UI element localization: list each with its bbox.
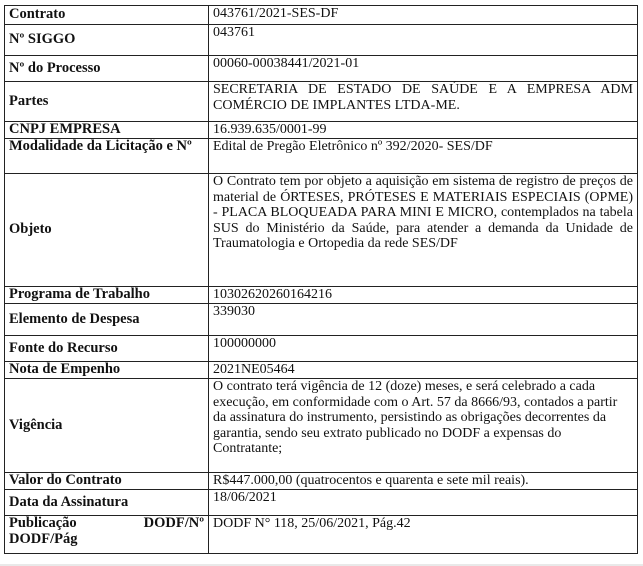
table-row <box>5 56 638 82</box>
label-cnpj: CNPJ EMPRESA <box>5 122 209 139</box>
value-elemento: 339030 <box>209 304 638 336</box>
table-row <box>5 139 638 174</box>
table-row <box>5 304 638 336</box>
label-elemento: Elemento de Despesa <box>5 304 209 336</box>
label-fonte: Fonte do Recurso <box>5 336 209 362</box>
value-fonte: 100000000 <box>209 336 638 362</box>
value-processo: 00060-00038441/2021-01 <box>209 56 638 82</box>
value-empenho: 2021NE05464 <box>209 362 638 379</box>
table-row <box>5 473 638 490</box>
value-vigencia: O contrato terá vigência de 12 (doze) meses, e será celebrado a cada execução, em conformidade com o Art. 57 da 8666/93, contados a partir da assinatura do instrumento, persistindo as obrigações decorrentes da garantia, sendo seu extrato publicado no DODF a expensas do Contratante; <box>209 379 638 473</box>
value-cnpj: 16.939.635/0001-99 <box>209 122 638 139</box>
label-siggo: Nº SIGGO <box>5 25 209 56</box>
label-programa: Programa de Trabalho <box>5 287 209 304</box>
value-modalidade: Edital de Pregão Eletrônico nº 392/2020- SES/DF <box>209 139 638 174</box>
label-partes: Partes <box>5 82 209 122</box>
label-empenho: Nota de Empenho <box>5 362 209 379</box>
label-dodf-pagina: DODF/Pág <box>9 530 78 547</box>
table-row <box>5 516 638 554</box>
contract-extract-document <box>4 5 638 554</box>
table-row <box>5 174 638 287</box>
label-data-assinatura: Data da Assinatura <box>5 490 209 516</box>
value-programa: 10302620260164216 <box>209 287 638 304</box>
label-vigencia: Vigência <box>5 379 209 473</box>
table-row <box>5 287 638 304</box>
label-publicacao-word: Publicação <box>9 515 77 531</box>
label-publicacao-line1 <box>9 516 204 532</box>
label-contrato: Contrato <box>5 6 209 25</box>
label-publicacao <box>5 516 209 554</box>
table-row <box>5 379 638 473</box>
value-data-assinatura: 18/06/2021 <box>209 490 638 516</box>
table-row <box>5 490 638 516</box>
label-valor: Valor do Contrato <box>5 473 209 490</box>
value-partes: SECRETARIA DE ESTADO DE SAÚDE E A EMPRESA ADM COMÉRCIO DE IMPLANTES LTDA-ME. <box>209 82 638 122</box>
table-row <box>5 25 638 56</box>
table-row <box>5 336 638 362</box>
table-row <box>5 82 638 122</box>
label-processo: Nº do Processo <box>5 56 209 82</box>
value-objeto: O Contrato tem por objeto a aquisição em sistema de registro de preços de material de ÓRTESES, PRÓTESES E MATERIAIS ESPECIAIS (OPME) - PLACA BLOQUEADA PARA MINI E MICRO, contemplados na tabela SUS do Ministério da Saúde, para atender a demanda da Unidade de Traumatologia e Ortopedia da rede SES/DF <box>209 174 638 287</box>
value-contrato: 043761/2021-SES-DF <box>209 6 638 25</box>
value-valor: R$447.000,00 (quatrocentos e quarenta e sete mil reais). <box>209 473 638 490</box>
label-objeto: Objeto <box>5 174 209 287</box>
value-siggo: 043761 <box>209 25 638 56</box>
table-row <box>5 362 638 379</box>
table-row <box>5 6 638 25</box>
contract-table <box>4 5 638 554</box>
label-modalidade: Modalidade da Licitação e Nº <box>5 139 209 174</box>
table-row <box>5 122 638 139</box>
value-publicacao: DODF N° 118, 25/06/2021, Pág.42 <box>209 516 638 554</box>
label-dodf-numero: DODF/Nº <box>143 515 204 531</box>
